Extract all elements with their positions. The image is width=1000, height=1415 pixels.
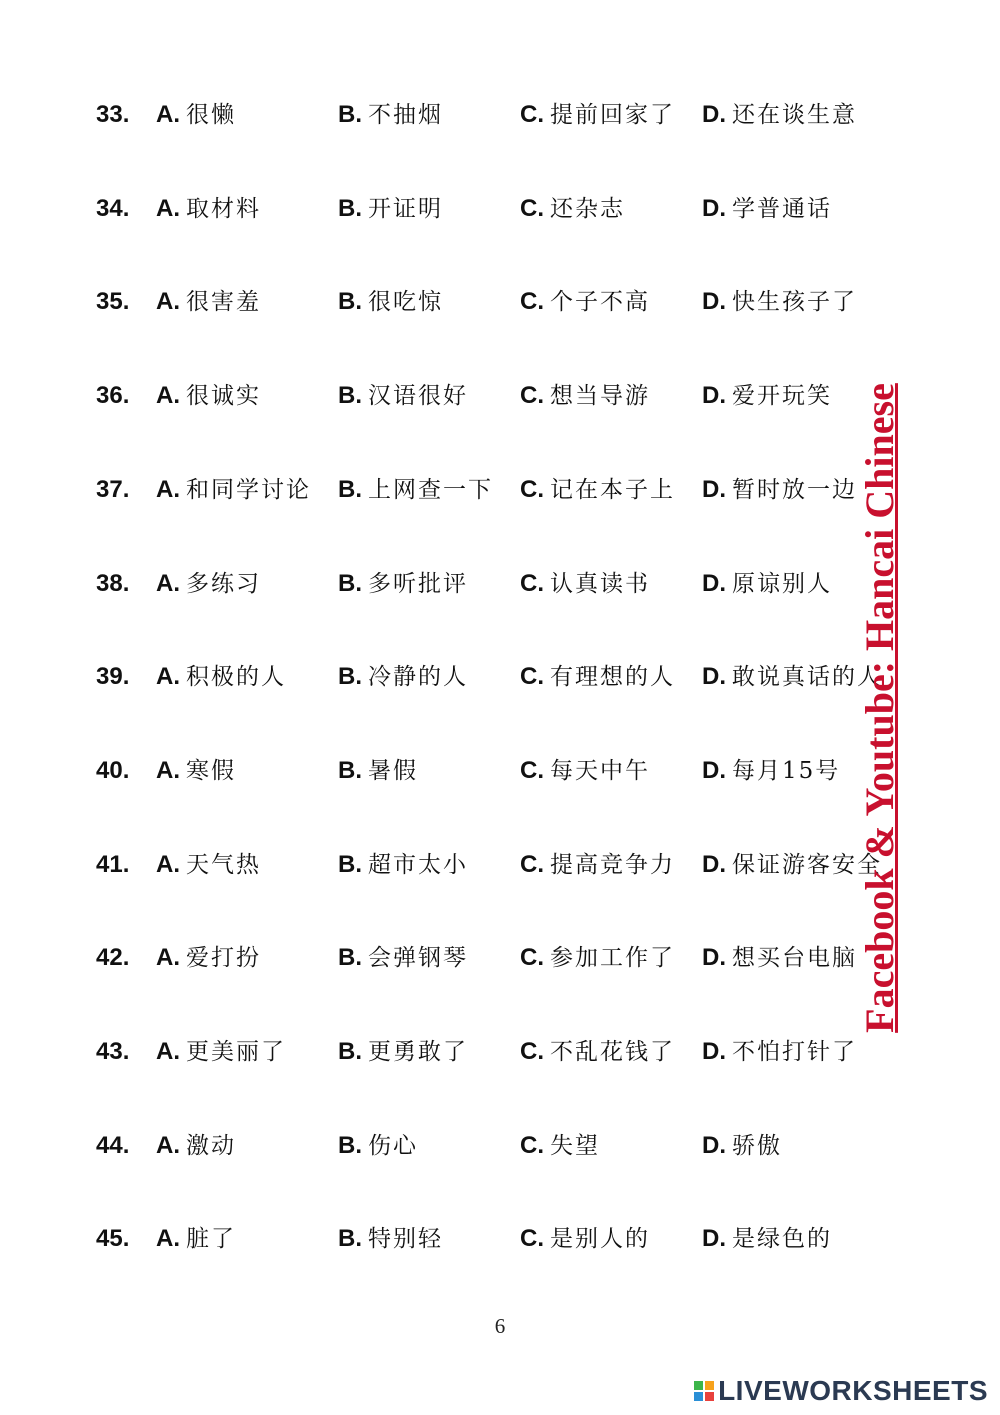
option-text: 骄傲 [732, 1133, 782, 1159]
answer-option[interactable] [520, 657, 675, 699]
question-number: 37. [96, 476, 130, 503]
option-letter: B. [338, 944, 362, 971]
answer-option[interactable] [520, 95, 675, 137]
option-text: 想买台电脑 [732, 945, 857, 971]
option-text: 冷静的人 [368, 664, 468, 690]
option-text: 认真读书 [550, 571, 650, 597]
option-text: 很诚实 [186, 383, 261, 409]
option-letter: C. [520, 288, 544, 315]
answer-option[interactable] [520, 1219, 650, 1261]
answer-option[interactable] [520, 751, 650, 793]
option-text: 很懒 [186, 102, 236, 128]
answer-option[interactable] [702, 564, 832, 606]
option-text: 敢说真话的人 [732, 664, 882, 690]
option-letter: C. [520, 1132, 544, 1159]
option-letter: A. [156, 101, 180, 128]
option-text: 特别轻 [368, 1226, 443, 1252]
answer-option[interactable] [702, 1032, 857, 1074]
option-text: 不乱花钱了 [550, 1039, 675, 1065]
answer-option[interactable] [156, 1219, 236, 1261]
answer-option[interactable] [338, 95, 443, 137]
option-text: 每天中午 [550, 758, 650, 784]
option-letter: B. [338, 757, 362, 784]
question-row [0, 282, 1000, 322]
option-letter: D. [702, 663, 726, 690]
option-text: 失望 [550, 1133, 600, 1159]
option-letter: A. [156, 1225, 180, 1252]
option-text: 个子不高 [550, 289, 650, 315]
option-letter: A. [156, 1038, 180, 1065]
answer-option[interactable] [338, 845, 468, 887]
answer-option[interactable] [520, 564, 650, 606]
option-text: 会弹钢琴 [368, 945, 468, 971]
question-row [0, 845, 1000, 885]
option-letter: D. [702, 944, 726, 971]
option-text: 原谅别人 [732, 571, 832, 597]
logo-square [694, 1381, 703, 1390]
option-text: 多听批评 [368, 571, 468, 597]
logo-square [694, 1392, 703, 1401]
answer-option[interactable] [520, 938, 675, 980]
answer-option[interactable] [702, 1219, 832, 1261]
answer-option[interactable] [702, 470, 857, 512]
answer-option[interactable] [338, 657, 468, 699]
answer-option[interactable] [156, 845, 261, 887]
option-letter: B. [338, 1225, 362, 1252]
option-text: 还杂志 [550, 196, 625, 222]
option-letter: B. [338, 851, 362, 878]
option-text: 暑假 [368, 758, 418, 784]
option-letter: A. [156, 1132, 180, 1159]
option-text: 积极的人 [186, 664, 286, 690]
option-text: 多练习 [186, 571, 261, 597]
option-letter: B. [338, 570, 362, 597]
option-letter: D. [702, 1225, 726, 1252]
option-letter: B. [338, 101, 362, 128]
answer-option[interactable] [156, 1032, 286, 1074]
question-number: 43. [96, 1038, 130, 1065]
option-text: 快生孩子了 [732, 289, 857, 315]
option-letter: A. [156, 195, 180, 222]
option-letter: C. [520, 195, 544, 222]
option-letter: D. [702, 288, 726, 315]
option-letter: A. [156, 757, 180, 784]
answer-option[interactable] [702, 282, 857, 324]
option-text: 不抽烟 [368, 102, 443, 128]
question-row [0, 1126, 1000, 1166]
answer-option[interactable] [520, 189, 625, 231]
question-row [0, 189, 1000, 229]
answer-option[interactable] [338, 938, 468, 980]
option-letter: C. [520, 944, 544, 971]
option-text: 激动 [186, 1133, 236, 1159]
option-letter: A. [156, 382, 180, 409]
answer-option[interactable] [156, 282, 261, 324]
question-number: 35. [96, 288, 130, 315]
answer-option[interactable] [702, 938, 857, 980]
answer-option[interactable] [338, 189, 443, 231]
question-number: 45. [96, 1225, 130, 1252]
option-letter: C. [520, 570, 544, 597]
logo-square [705, 1381, 714, 1390]
question-number: 36. [96, 382, 130, 409]
answer-option[interactable] [702, 376, 832, 418]
option-letter: A. [156, 288, 180, 315]
option-text: 上网查一下 [368, 477, 493, 503]
option-text: 是绿色的 [732, 1226, 832, 1252]
option-text: 天气热 [186, 852, 261, 878]
question-number: 33. [96, 101, 130, 128]
option-text: 保证游客安全 [732, 852, 882, 878]
logo-square [705, 1392, 714, 1401]
answer-option[interactable] [338, 1126, 418, 1168]
answer-option[interactable] [156, 95, 236, 137]
option-text: 取材料 [186, 196, 261, 222]
answer-option[interactable] [520, 1032, 675, 1074]
question-number: 42. [96, 944, 130, 971]
option-text: 每月15号 [732, 758, 841, 784]
answer-option[interactable] [156, 657, 286, 699]
answer-option[interactable] [520, 282, 650, 324]
answer-option[interactable] [702, 189, 832, 231]
option-text: 很吃惊 [368, 289, 443, 315]
option-text: 想当导游 [550, 383, 650, 409]
answer-option[interactable] [520, 376, 650, 418]
answer-option[interactable] [156, 564, 261, 606]
brand-name: LIVEWORKSHEETS [718, 1375, 988, 1406]
option-text: 汉语很好 [368, 383, 468, 409]
question-row [0, 1032, 1000, 1072]
option-letter: B. [338, 1038, 362, 1065]
question-number: 39. [96, 663, 130, 690]
answer-option[interactable] [702, 657, 882, 699]
option-text: 爱打扮 [186, 945, 261, 971]
option-text: 伤心 [368, 1133, 418, 1159]
option-text: 更美丽了 [186, 1039, 286, 1065]
option-letter: C. [520, 476, 544, 503]
answer-option[interactable] [520, 845, 675, 887]
option-text: 提高竞争力 [550, 852, 675, 878]
answer-option[interactable] [338, 564, 468, 606]
option-letter: C. [520, 1038, 544, 1065]
option-text: 很害羞 [186, 289, 261, 315]
question-number: 44. [96, 1132, 130, 1159]
option-letter: D. [702, 570, 726, 597]
option-letter: D. [702, 195, 726, 222]
liveworksheets-logo-icon [694, 1381, 714, 1401]
question-row [0, 376, 1000, 416]
option-text: 还在谈生意 [732, 102, 857, 128]
option-text: 参加工作了 [550, 945, 675, 971]
answer-option[interactable] [520, 1126, 600, 1168]
answer-option[interactable] [338, 1219, 443, 1261]
option-letter: A. [156, 851, 180, 878]
option-letter: A. [156, 570, 180, 597]
option-text: 开证明 [368, 196, 443, 222]
option-letter: A. [156, 663, 180, 690]
answer-option[interactable] [520, 470, 675, 512]
option-text: 暂时放一边 [732, 477, 857, 503]
page-number: 6 [494, 1314, 506, 1338]
option-letter: C. [520, 851, 544, 878]
question-row [0, 470, 1000, 510]
question-row [0, 95, 1000, 135]
question-number: 34. [96, 195, 130, 222]
option-letter: D. [702, 382, 726, 409]
answer-option[interactable] [156, 470, 311, 512]
option-text: 有理想的人 [550, 664, 675, 690]
question-row [0, 938, 1000, 978]
answer-option[interactable] [156, 938, 261, 980]
option-text: 超市太小 [368, 852, 468, 878]
option-letter: C. [520, 663, 544, 690]
option-letter: B. [338, 1132, 362, 1159]
option-letter: C. [520, 757, 544, 784]
answer-option[interactable] [338, 470, 493, 512]
option-text: 爱开玩笑 [732, 383, 832, 409]
answer-option[interactable] [702, 845, 882, 887]
answer-option[interactable] [702, 95, 857, 137]
option-letter: B. [338, 663, 362, 690]
option-text: 是别人的 [550, 1226, 650, 1252]
option-letter: B. [338, 288, 362, 315]
option-letter: C. [520, 1225, 544, 1252]
option-text: 寒假 [186, 758, 236, 784]
answer-option[interactable] [156, 751, 236, 793]
option-letter: D. [702, 1132, 726, 1159]
option-text: 和同学讨论 [186, 477, 311, 503]
option-letter: D. [702, 1038, 726, 1065]
option-text: 提前回家了 [550, 102, 675, 128]
question-row [0, 1219, 1000, 1259]
answer-option[interactable] [338, 1032, 468, 1074]
answer-option[interactable] [702, 1126, 782, 1168]
watermark: Facebook & Youtube: Hancai Chinese [857, 383, 902, 1033]
option-letter: D. [702, 757, 726, 784]
option-letter: A. [156, 944, 180, 971]
option-text: 记在本子上 [550, 477, 675, 503]
answer-option[interactable] [156, 189, 261, 231]
option-letter: D. [702, 101, 726, 128]
option-letter: B. [338, 195, 362, 222]
option-letter: B. [338, 476, 362, 503]
option-text: 脏了 [186, 1226, 236, 1252]
answer-option[interactable] [156, 376, 261, 418]
question-number: 40. [96, 757, 130, 784]
option-letter: C. [520, 101, 544, 128]
answer-option[interactable] [338, 282, 443, 324]
answer-option[interactable] [156, 1126, 236, 1168]
question-row [0, 657, 1000, 697]
option-letter: D. [702, 476, 726, 503]
answer-option[interactable] [338, 751, 418, 793]
question-row [0, 564, 1000, 604]
question-row [0, 751, 1000, 791]
option-text: 更勇敢了 [368, 1039, 468, 1065]
answer-option[interactable] [338, 376, 468, 418]
answer-option[interactable] [702, 751, 840, 793]
option-text: 不怕打针了 [732, 1039, 857, 1065]
liveworksheets-brand[interactable] [694, 1375, 988, 1407]
option-text: 学普通话 [732, 196, 832, 222]
option-letter: A. [156, 476, 180, 503]
option-letter: B. [338, 382, 362, 409]
option-letter: C. [520, 382, 544, 409]
question-number: 41. [96, 851, 130, 878]
option-letter: D. [702, 851, 726, 878]
question-number: 38. [96, 570, 130, 597]
